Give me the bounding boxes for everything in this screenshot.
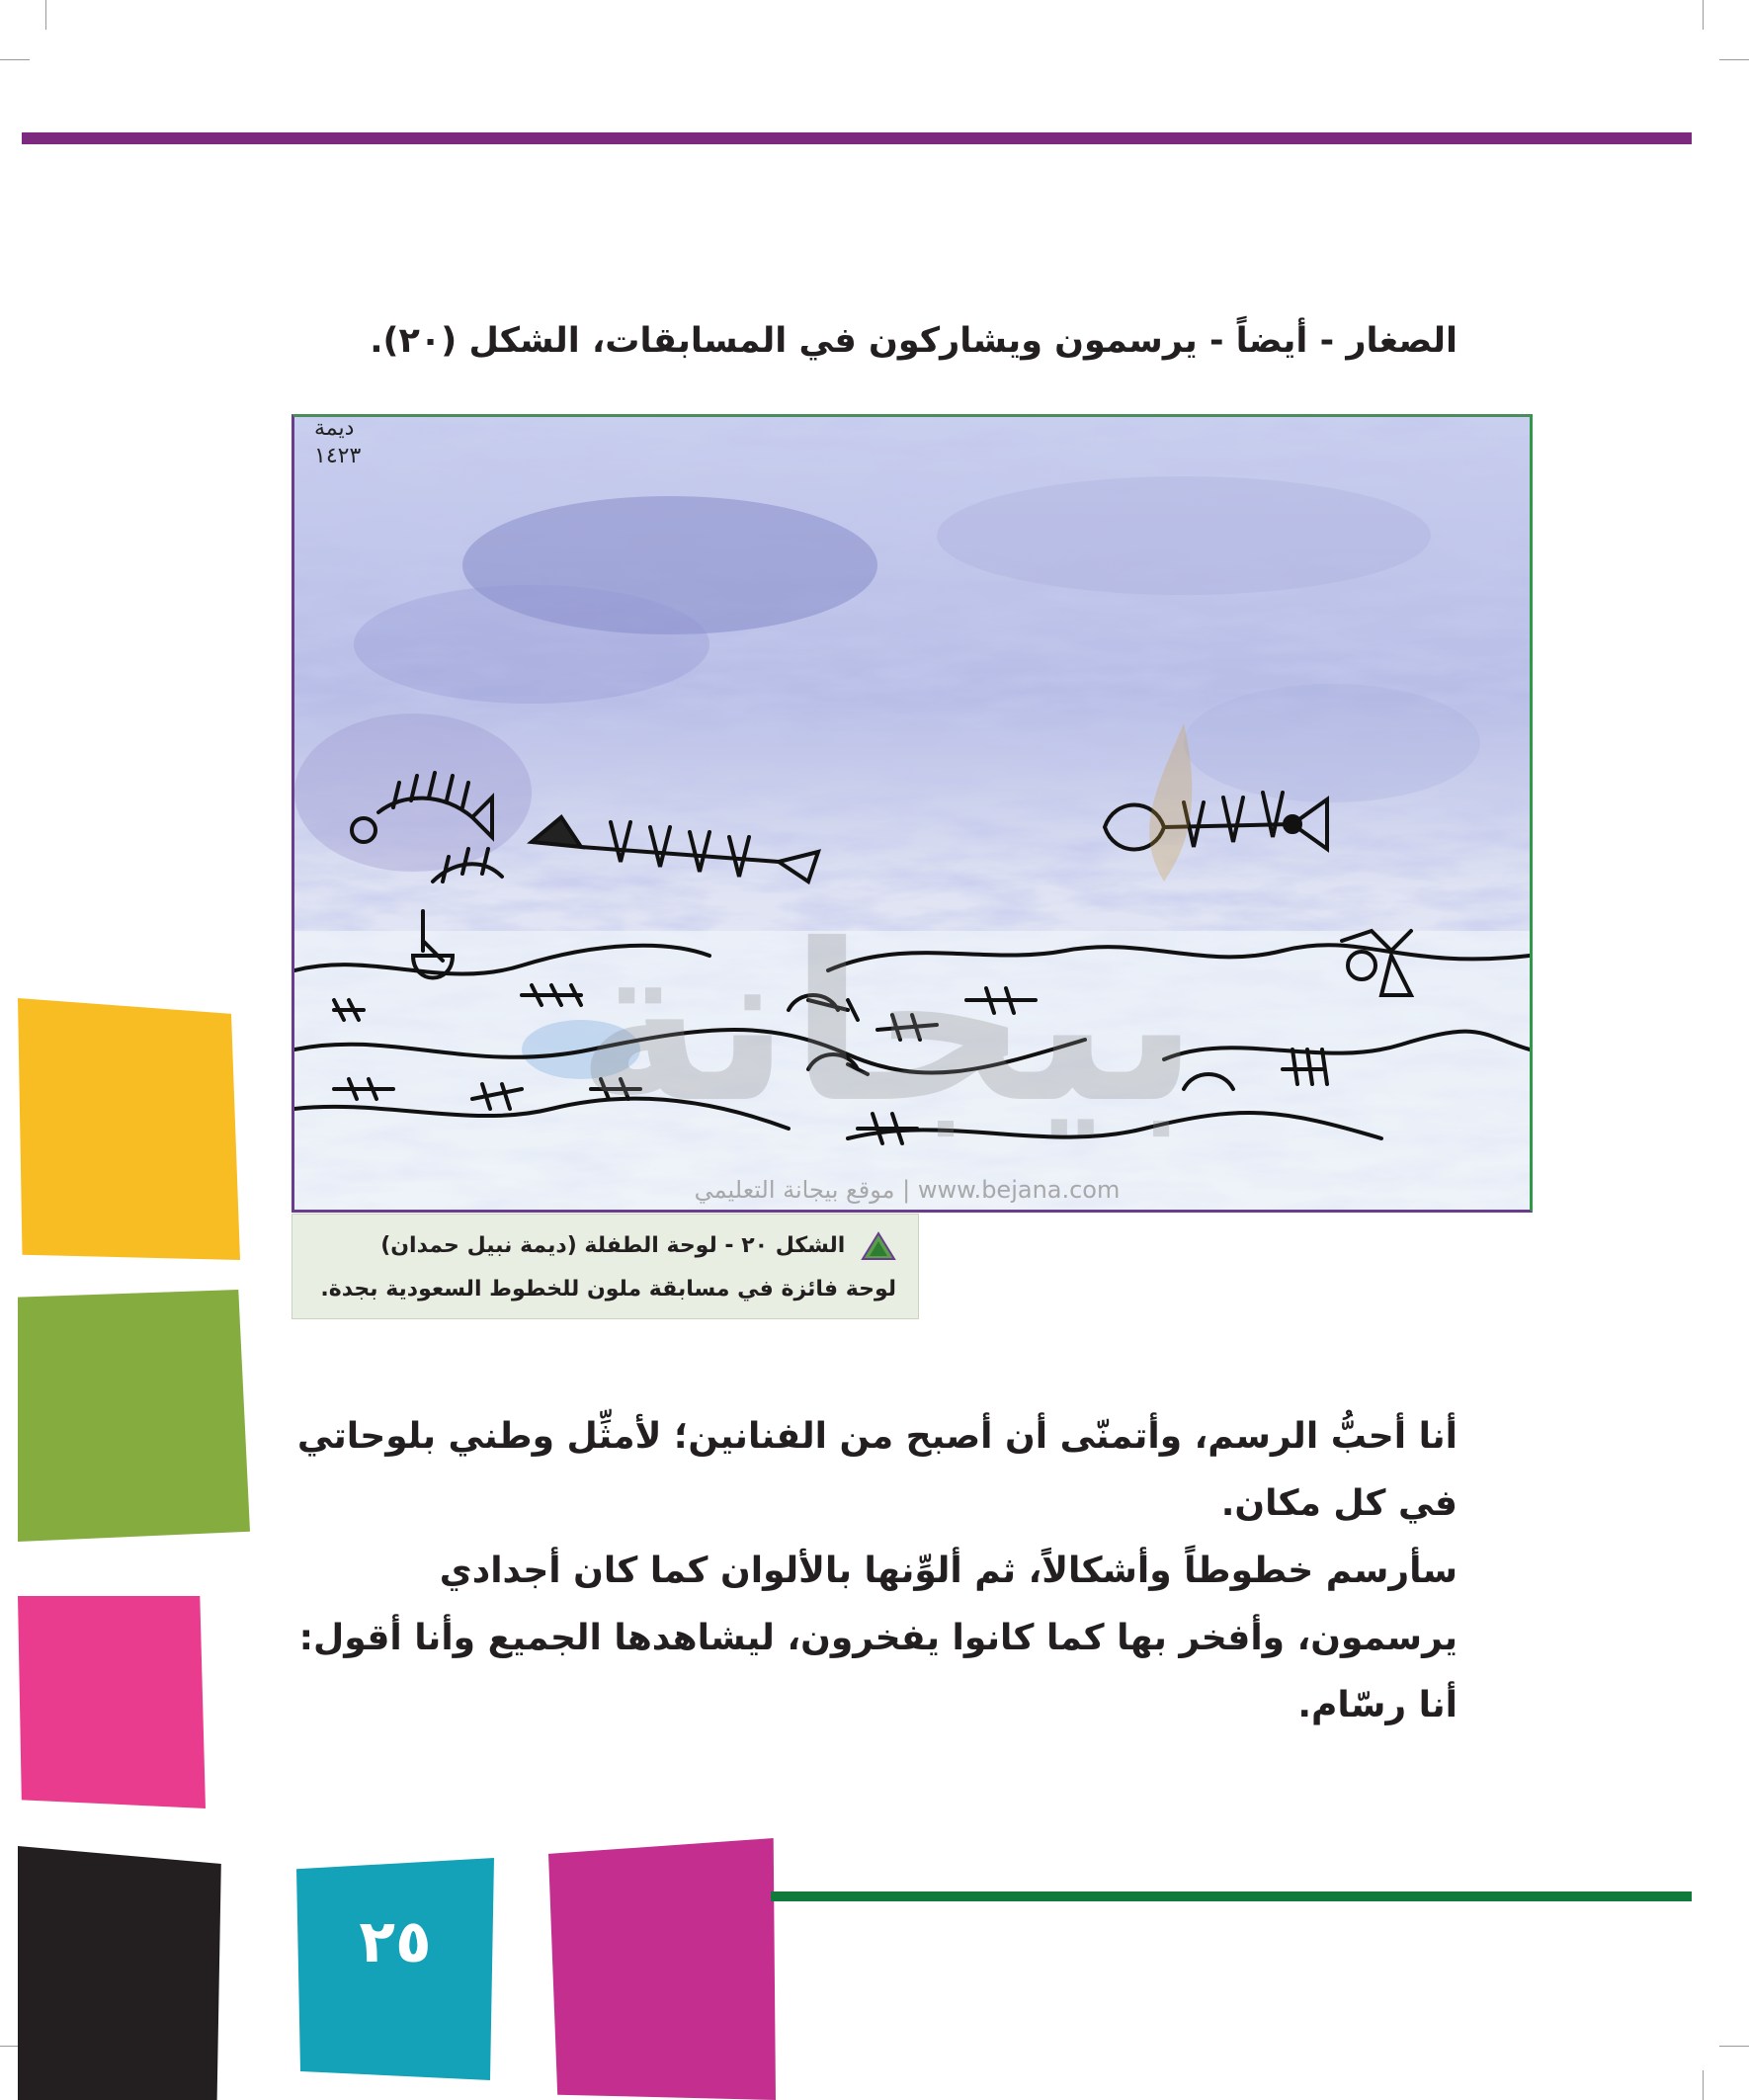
figure-caption (292, 1214, 919, 1319)
child-painting-image (294, 417, 1530, 1210)
bottom-green-rule (771, 1891, 1692, 1901)
crop-mark (45, 0, 46, 30)
crop-mark (0, 59, 30, 60)
figure-20-painting (292, 414, 1533, 1213)
svg-text:بيجانة: بيجانة (576, 897, 1199, 1150)
triangle-icon (861, 1231, 896, 1261)
watermark-tagline: موقع بيجانة التعليمي | www.bejana.com (694, 1176, 1121, 1204)
crop-mark (1719, 59, 1749, 60)
yellow-square (18, 998, 240, 1260)
top-purple-rule (22, 132, 1692, 144)
black-square (18, 1846, 225, 2100)
crop-mark (1703, 2070, 1704, 2100)
painting-signature-year: ١٤٢٣ (314, 444, 362, 468)
pink-square (18, 1596, 206, 1808)
page-number: ٢٥ (359, 1907, 432, 1976)
body-text (296, 1403, 1458, 1739)
crop-mark (1719, 2046, 1749, 2047)
caption-title: الشكل ٢٠ - لوحة الطفلة (ديمة نبيل حمدان) (380, 1233, 846, 1258)
magenta-square (548, 1838, 776, 2100)
paragraph-1: أنا أحبُّ الرسم، وأتمنّى أن أصبح من الفنانين؛ لأمثِّل وطني بلوحاتي في كل مكان. (296, 1416, 1458, 1524)
painting-signature-name: ديمة (314, 417, 355, 441)
green-square (18, 1290, 250, 1542)
crop-mark (1703, 0, 1704, 30)
intro-sentence: الصغار - أيضاً - يرسمون ويشاركون في المسابقات، الشكل (٢٠). (370, 321, 1458, 361)
paragraph-2: سأرسم خطوطاً وأشكالاً، ثم ألوِّنها بالألوان كما كان أجدادي يرسمون، وأفخر بها كما كانوا يفخرون، ليشاهدها الجميع وأنا أقول: أنا رسّام. (298, 1551, 1458, 1725)
caption-line-2: لوحة فائزة في مسابقة ملون للخطوط السعودية بجدة. (320, 1277, 896, 1302)
caption-line-1 (302, 1224, 896, 1268)
